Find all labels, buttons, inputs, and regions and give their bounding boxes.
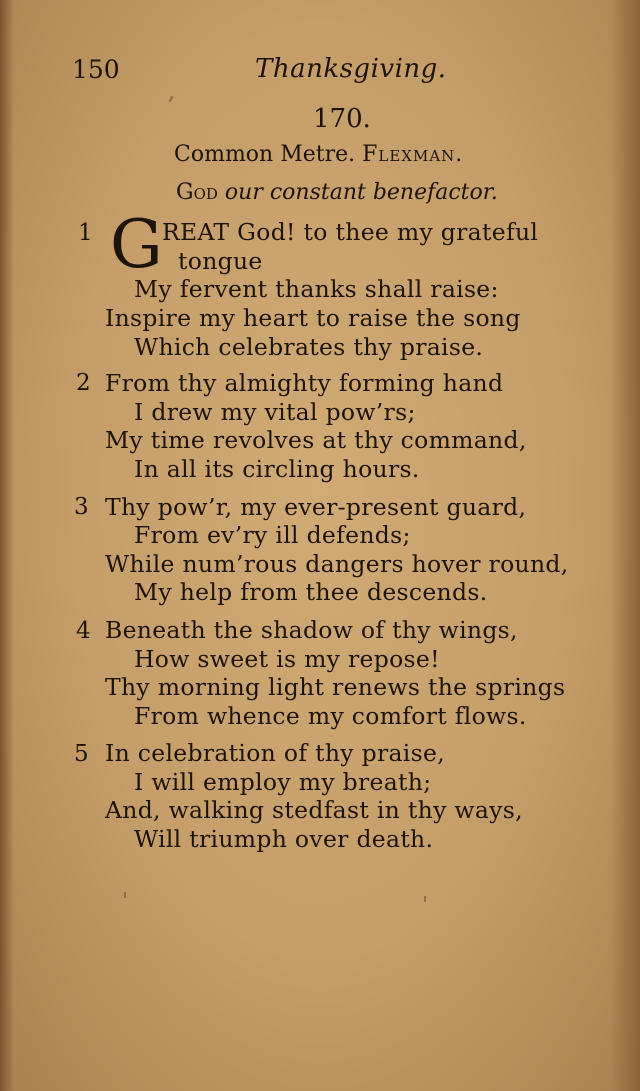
verse-line: My fervent thanks shall raise: [134, 275, 499, 303]
verse-line: In all its circling hours. [134, 455, 420, 483]
verse-line: Thy morning light renews the springs [105, 673, 566, 701]
verse-number: 3 [74, 494, 89, 520]
verse-line: From thy almighty forming hand [105, 369, 504, 397]
verse-line: While num’rous dangers hover round, [105, 550, 569, 578]
verse-line: From whence my comfort flows. [134, 702, 527, 730]
subject-line [176, 180, 498, 205]
verse-line: My help from thee descends. [134, 578, 488, 606]
verse-line: Thy pow’r, my ever-present guard, [105, 493, 527, 521]
verse-line: Inspire my heart to raise the song [105, 304, 521, 332]
subject-prefix: God [176, 180, 218, 205]
verse-line: In celebration of thy praise, [105, 739, 445, 767]
verse-line: tongue [178, 247, 263, 275]
author-name: Flexman. [362, 142, 464, 167]
verse-line: Will triumph over death. [134, 825, 434, 853]
subject-text: our constant benefactor. [224, 180, 498, 205]
hymn-number: 170. [313, 104, 371, 134]
verse-line: My time revolves at thy command, [105, 426, 527, 454]
verse-line: Beneath the shadow of thy wings, [105, 616, 518, 644]
verse-number: 2 [76, 370, 91, 396]
verse-line: I will employ my breath; [134, 768, 432, 796]
page-number: 150 [72, 55, 120, 84]
print-speck [124, 892, 126, 898]
verse-line: Which celebrates thy praise. [134, 333, 484, 361]
print-speck [424, 896, 426, 902]
drop-cap: G [110, 206, 163, 283]
verse-line: How sweet is my repose! [134, 645, 440, 673]
verse-number: 4 [76, 618, 91, 644]
print-speck [169, 96, 174, 102]
verse-number: 1 [78, 220, 93, 246]
metre-line [174, 142, 463, 167]
verse-line: I drew my vital pow’rs; [134, 398, 416, 426]
verse-line: And, walking stedfast in thy ways, [105, 796, 523, 824]
running-title: Thanksgiving. [255, 54, 447, 84]
verse-line: From ev’ry ill defends; [134, 521, 411, 549]
verse-number: 5 [74, 741, 89, 767]
metre-label: Common Metre. [174, 142, 356, 167]
verse-line: REAT God! to thee my grateful [162, 218, 539, 246]
